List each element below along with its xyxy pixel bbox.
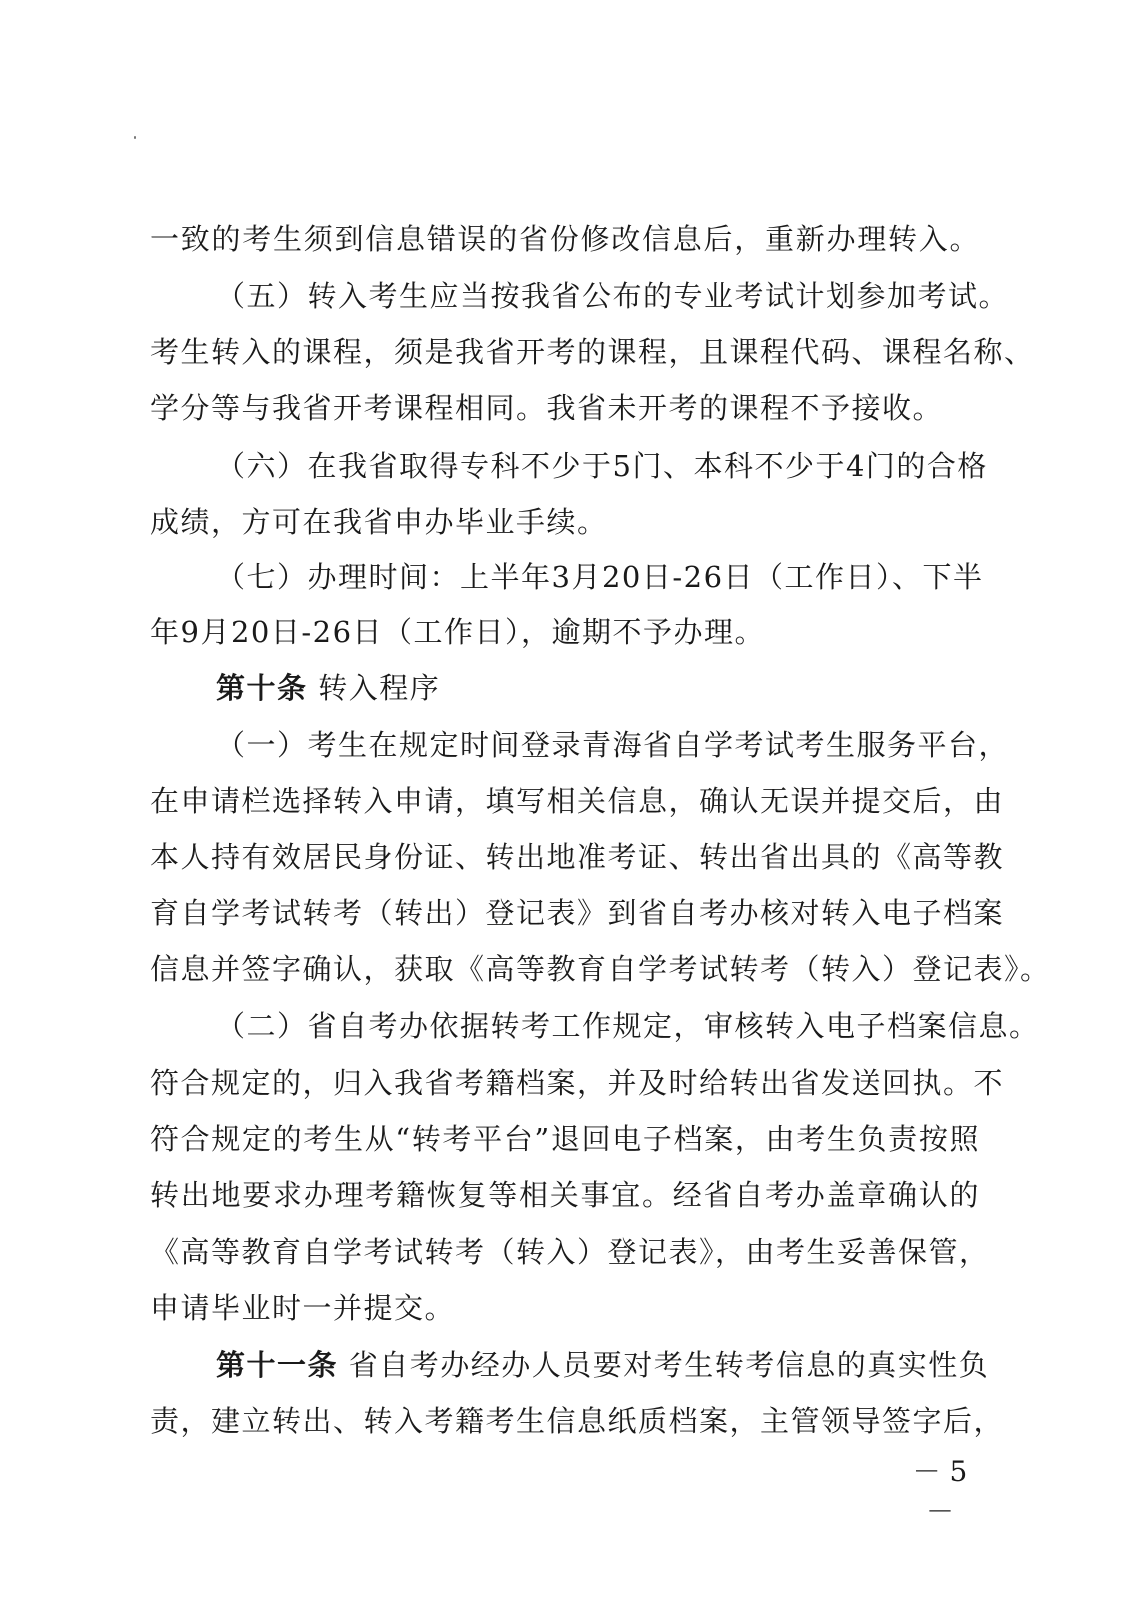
clause-7-line-1: （七）办理时间：上半年3月20日-26日（工作日）、下半 <box>216 560 984 594</box>
clause-6-line-1: （六）在我省取得专科不少于5门、本科不少于4门的合格 <box>216 449 988 483</box>
article-10-label: 第十条 <box>216 671 308 705</box>
clause-6-line-2: 成绩，方可在我省申办毕业手续。 <box>150 505 608 539</box>
procedure-2-line-4: 转出地要求办理考籍恢复等相关事宜。经省自考办盖章确认的 <box>150 1178 980 1212</box>
article-10-heading <box>216 668 980 708</box>
article-11-line-2: 责，建立转出、转入考籍考生信息纸质档案，主管领导签字后， <box>150 1404 1005 1438</box>
procedure-1-line-3: 本人持有效居民身份证、转出地准考证、转出省出具的《高等教 <box>150 840 1005 874</box>
page-number: － 5 － <box>912 1455 968 1528</box>
article-11-line-1 <box>216 1345 990 1385</box>
procedure-1-line-4: 育自学考试转考（转出）登记表》到省自考办核对转入电子档案 <box>150 896 1005 930</box>
clause-5-line-1: （五）转入考生应当按我省公布的专业考试计划参加考试。 <box>216 279 1010 313</box>
clause-7-line-2: 年9月20日-26日（工作日），逾期不予办理。 <box>150 615 766 649</box>
procedure-1-line-1: （一）考生在规定时间登录青海省自学考试考生服务平台， <box>216 728 1010 762</box>
procedure-2-line-5: 《高等教育自学考试转考（转入）登记表》，由考生妥善保管， <box>150 1235 990 1269</box>
clause-5-line-2: 考生转入的课程，须是我省开考的课程，且课程代码、课程名称、 <box>150 335 1035 369</box>
procedure-1-line-5: 信息并签字确认，获取《高等教育自学考试转考（转入）登记表》。 <box>150 952 1051 986</box>
clause-5-line-3: 学分等与我省开考课程相同。我省未开考的课程不予接收。 <box>150 391 944 425</box>
procedure-2-line-1: （二）省自考办依据转考工作规定，审核转入电子档案信息。 <box>216 1009 1040 1043</box>
procedure-2-line-2: 符合规定的，归入我省考籍档案，并及时给转出省发送回执。不 <box>150 1066 1005 1100</box>
procedure-2-line-3: 符合规定的考生从“转考平台”退回电子档案，由考生负责按照 <box>150 1122 980 1156</box>
article-11-label: 第十一条 <box>216 1348 339 1382</box>
article-10-title: 转入程序 <box>318 671 441 705</box>
procedure-1-line-2: 在申请栏选择转入申请，填写相关信息，确认无误并提交后，由 <box>150 784 1005 818</box>
article-11-text: 省自考办经办人员要对考生转考信息的真实性负 <box>348 1348 990 1382</box>
scan-speck <box>134 136 136 139</box>
body-line-1: 一致的考生须到信息错误的省份修改信息后，重新办理转入。 <box>150 222 980 256</box>
procedure-2-line-6: 申请毕业时一并提交。 <box>150 1291 456 1325</box>
